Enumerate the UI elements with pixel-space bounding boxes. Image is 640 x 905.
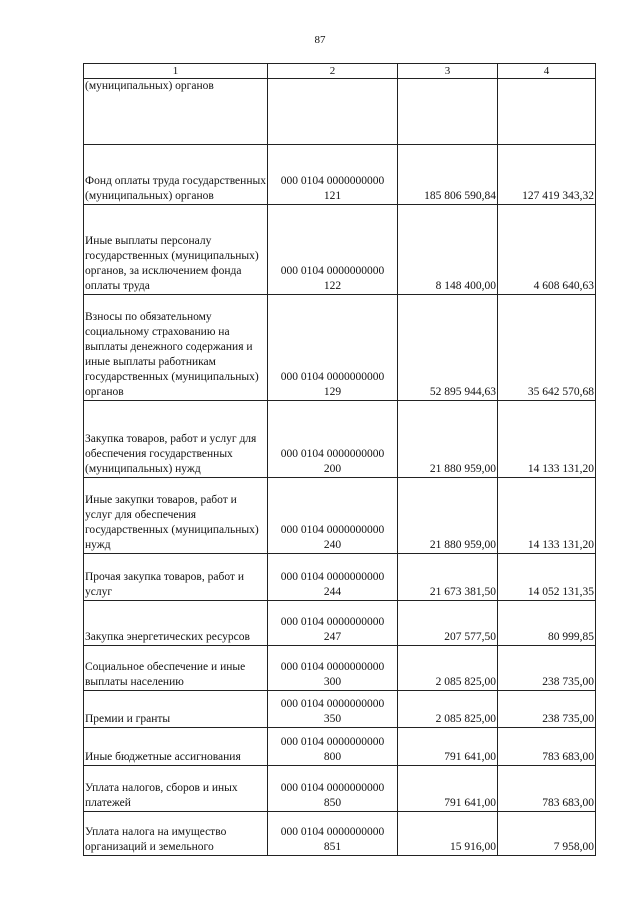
row-col3: 207 577,50 [398,601,498,646]
table-row [84,766,596,812]
row-code [268,145,398,205]
row-col3: 52 895 944,63 [398,295,498,401]
row-col3: 791 641,00 [398,766,498,812]
row-col3 [398,79,498,145]
row-code [268,601,398,646]
row-name: Взносы по обязательному социальному страхованию на выплаты денежного содержания и иные выплаты работникам государственных (муниципальных) органов [84,295,268,401]
row-code-sub: 850 [323,797,342,809]
row-code-main: 000 0104 0000000000 [280,661,385,673]
row-name: Фонд оплаты труда государственных (муниципальных) органов [84,145,268,205]
row-code [268,728,398,766]
page-number: 87 [314,34,326,46]
row-code-main: 000 0104 0000000000 [280,736,385,748]
table-row [84,812,596,856]
row-code-sub: 350 [323,713,342,725]
row-col4: 238 735,00 [498,691,596,728]
table-row [84,401,596,478]
row-name: Закупка энергетических ресурсов [84,601,268,646]
row-code [268,79,398,145]
row-col4: 127 419 343,32 [498,145,596,205]
row-name: Закупка товаров, работ и услуг для обеспечения государственных (муниципальных) нужд [84,401,268,478]
row-name: Социальное обеспечение и иные выплаты населению [84,646,268,691]
table-row [84,478,596,554]
row-code-main: 000 0104 0000000000 [280,782,385,794]
row-col4: 14 133 131,20 [498,478,596,554]
row-code-sub: 247 [323,631,342,643]
row-col3: 21 673 381,50 [398,554,498,601]
row-col4: 80 999,85 [498,601,596,646]
row-name: Иные закупки товаров, работ и услуг для обеспечения государственных (муниципальных) нужд [84,478,268,554]
row-code [268,691,398,728]
row-col3: 2 085 825,00 [398,691,498,728]
row-col4: 35 642 570,68 [498,295,596,401]
row-col4: 783 683,00 [498,728,596,766]
row-code [268,205,398,295]
row-code-main: 000 0104 0000000000 [280,826,385,838]
table-row [84,295,596,401]
row-col3: 21 880 959,00 [398,401,498,478]
table-row [84,554,596,601]
header-row [84,64,596,79]
row-code [268,295,398,401]
row-col3: 791 641,00 [398,728,498,766]
row-code-sub: 800 [323,751,342,763]
header-col-3: 3 [398,64,498,79]
table-row [84,205,596,295]
row-col3: 185 806 590,84 [398,145,498,205]
row-code-main: 000 0104 0000000000 [280,175,385,187]
row-code-sub: 244 [323,586,342,598]
row-code-sub: 121 [323,190,342,202]
row-col4: 14 052 131,35 [498,554,596,601]
row-name: Прочая закупка товаров, работ и услуг [84,554,268,601]
table-row [84,646,596,691]
row-code [268,766,398,812]
budget-table [83,63,596,856]
row-code-main: 000 0104 0000000000 [280,571,385,583]
table-row [84,145,596,205]
row-col3: 15 916,00 [398,812,498,856]
row-col4 [498,79,596,145]
row-name: Иные бюджетные ассигнования [84,728,268,766]
row-name: Уплата налога на имущество организаций и земельного [84,812,268,856]
table-row [84,691,596,728]
row-code-main: 000 0104 0000000000 [280,371,385,383]
row-col3: 2 085 825,00 [398,646,498,691]
row-col4: 14 133 131,20 [498,401,596,478]
row-col3: 21 880 959,00 [398,478,498,554]
row-code-sub: 851 [323,841,342,853]
row-code [268,554,398,601]
row-code-main: 000 0104 0000000000 [280,448,385,460]
row-code [268,812,398,856]
row-code-sub: 122 [323,280,342,292]
table-row [84,601,596,646]
row-name: Иные выплаты персоналу государственных (муниципальных) органов, за исключением фонда оплаты труда [84,205,268,295]
row-code-sub: 200 [323,463,342,475]
row-col4: 783 683,00 [498,766,596,812]
row-code-main: 000 0104 0000000000 [280,616,385,628]
row-name: Уплата налогов, сборов и иных платежей [84,766,268,812]
row-col4: 4 608 640,63 [498,205,596,295]
row-code-sub: 240 [323,539,342,551]
row-code-sub: 300 [323,676,342,688]
row-name: (муниципальных) органов [84,79,268,145]
header-col-2: 2 [268,64,398,79]
header-col-4: 4 [498,64,596,79]
row-name: Премии и гранты [84,691,268,728]
row-code [268,478,398,554]
row-code-main: 000 0104 0000000000 [280,698,385,710]
row-col4: 7 958,00 [498,812,596,856]
table-row [84,728,596,766]
row-code [268,646,398,691]
row-code-main: 000 0104 0000000000 [280,265,385,277]
row-col4: 238 735,00 [498,646,596,691]
row-code-sub: 129 [323,386,342,398]
table-row [84,79,596,145]
row-code-main: 000 0104 0000000000 [280,524,385,536]
row-code [268,401,398,478]
row-col3: 8 148 400,00 [398,205,498,295]
header-col-1: 1 [84,64,268,79]
